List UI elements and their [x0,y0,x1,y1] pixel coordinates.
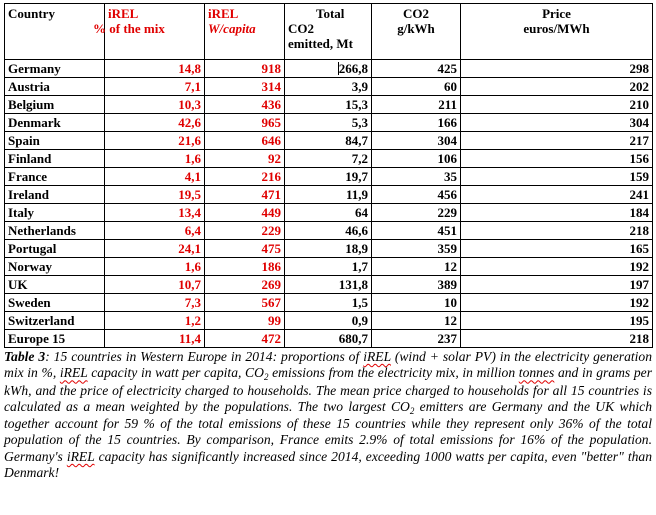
cell-irel-capita: 471 [205,186,285,204]
cell-total-co2: 7,2 [285,150,372,168]
table-row [5,294,653,312]
cell-irel-capita: 314 [205,78,285,96]
cell-irel-percent: 1,6 [105,150,205,168]
cell-total-co2: 15,3 [285,96,372,114]
cell-total-co2: 18,9 [285,240,372,258]
cell-co2-intensity: 359 [372,240,461,258]
cell-co2-intensity: 12 [372,258,461,276]
cell-country: Austria [5,78,105,96]
cell-country: Belgium [5,96,105,114]
table-caption: Table 3: 15 countries in Western Europe in 2014: proportions of iREL (wind + solar PV) in the electricity generation mix in %, iREL capacity in watt per capita, $CO_2$ emissions from the electricity mix, in million tonnes and in grams per kWh, and the price of electricity charged to households. The mean price charged to households for all 15 countries is calculated as a mean weighted by the populations. The two largest $CO_2$ emitters are Germany and the UK which together account for 59 % of the total emissions of these 15 countries while they represent only 36% of the total population of the 15 countries. By comparison, France emits 2.9% of total emissions for 16% of the population. Germany's iREL capacity has significantly increased since 2014, exceeding 1000 watts per capita, even "better" than Denmark! [4,349,653,481]
table-header-row [5,4,653,60]
cell-total-co2: 1,5 [285,294,372,312]
cell-price: 192 [461,258,653,276]
cell-irel-percent: 14,8 [105,60,205,78]
cell-price: 210 [461,96,653,114]
cell-country: France [5,168,105,186]
cell-price: 218 [461,222,653,240]
cell-total-co2: 64 [285,204,372,222]
cell-irel-percent: 6,4 [105,222,205,240]
header-irel-capita-sub: W/capita [208,21,256,36]
cell-country: Finland [5,150,105,168]
cell-irel-percent: 7,3 [105,294,205,312]
cell-total-co2: 5,3 [285,114,372,132]
cell-irel-capita: 567 [205,294,285,312]
cell-price: 159 [461,168,653,186]
cell-country: Portugal [5,240,105,258]
cell-price: 241 [461,186,653,204]
cell-country: Switzerland [5,312,105,330]
cell-price: 192 [461,294,653,312]
document [4,3,652,481]
cell-co2-intensity: 389 [372,276,461,294]
header-irel-percent-sub: % of the mix [93,21,165,36]
table-row [5,168,653,186]
cell-irel-percent: 4,1 [105,168,205,186]
header-irel-capita-title: iREL [208,6,239,21]
cell-total-co2: 0,9 [285,312,372,330]
header-price-line2: euros/MWh [523,21,590,36]
cell-irel-percent: 1,2 [105,312,205,330]
cell-co2-intensity: 10 [372,294,461,312]
cell-total-co2: 266,8 [285,60,372,78]
cell-co2-intensity: 229 [372,204,461,222]
table-row [5,60,653,78]
cell-irel-percent: 24,1 [105,240,205,258]
cell-co2-intensity: 60 [372,78,461,96]
cell-country: Ireland [5,186,105,204]
header-total-co2 [285,4,372,60]
cell-irel-capita: 186 [205,258,285,276]
cell-co2-intensity: 451 [372,222,461,240]
spellcheck-word: tonnes [518,365,555,381]
cell-price: 217 [461,132,653,150]
header-irel-capita [205,4,285,60]
cell-co2-intensity: 425 [372,60,461,78]
table-row [5,222,653,240]
cell-country: Germany [5,60,105,78]
cell-total-co2: 19,7 [285,168,372,186]
table-row [5,330,653,348]
cell-irel-percent: 10,3 [105,96,205,114]
table-row [5,258,653,276]
cell-country: UK [5,276,105,294]
header-co2-intensity-line2: g/kWh [397,21,435,36]
cell-irel-capita: 965 [205,114,285,132]
cell-price: 165 [461,240,653,258]
cell-irel-capita: 918 [205,60,285,78]
cell-irel-capita: 216 [205,168,285,186]
spellcheck-word: iREL [59,365,88,381]
cell-price: 197 [461,276,653,294]
cell-price: 218 [461,330,653,348]
cell-irel-percent: 21,6 [105,132,205,150]
header-total-co2-line1: Total [316,6,345,21]
cell-irel-percent: 42,6 [105,114,205,132]
table-row [5,204,653,222]
header-co2-intensity [372,4,461,60]
cell-total-co2: 46,6 [285,222,372,240]
cell-total-co2: 680,7 [285,330,372,348]
spellcheck-word: iREL [66,448,95,464]
cell-country: Europe 15 [5,330,105,348]
cell-irel-percent: 13,4 [105,204,205,222]
cell-price: 184 [461,204,653,222]
cell-co2-intensity: 106 [372,150,461,168]
cell-co2-intensity: 12 [372,312,461,330]
cell-price: 202 [461,78,653,96]
cell-irel-capita: 99 [205,312,285,330]
cell-price: 156 [461,150,653,168]
cell-country: Denmark [5,114,105,132]
cell-price: 298 [461,60,653,78]
cell-irel-percent: 10,7 [105,276,205,294]
cell-irel-capita: 475 [205,240,285,258]
data-table [4,3,653,348]
table-row [5,186,653,204]
cell-co2-intensity: 35 [372,168,461,186]
header-irel-percent-title: iREL [108,6,139,21]
cell-total-co2: 84,7 [285,132,372,150]
header-price [461,4,653,60]
cell-irel-capita: 646 [205,132,285,150]
table-row [5,276,653,294]
cell-total-co2: 1,7 [285,258,372,276]
cell-irel-percent: 1,6 [105,258,205,276]
table-row [5,78,653,96]
cell-irel-capita: 92 [205,150,285,168]
cell-country: Norway [5,258,105,276]
spellcheck-word: iREL [363,349,391,364]
table-row [5,150,653,168]
table-body [5,60,653,348]
cell-irel-capita: 269 [205,276,285,294]
header-country: Country [5,4,105,60]
cell-irel-percent: 7,1 [105,78,205,96]
cell-price: 195 [461,312,653,330]
cell-price: 304 [461,114,653,132]
caption-label: Table 3 [4,349,46,364]
table-row [5,96,653,114]
cell-co2-intensity: 304 [372,132,461,150]
table-row [5,312,653,330]
cell-country: Spain [5,132,105,150]
header-total-co2-line2: CO2 [288,21,314,36]
cell-irel-capita: 472 [205,330,285,348]
cell-co2-intensity: 166 [372,114,461,132]
cell-irel-percent: 11,4 [105,330,205,348]
cell-irel-capita: 229 [205,222,285,240]
cell-country: Italy [5,204,105,222]
cell-country: Sweden [5,294,105,312]
table-row [5,114,653,132]
header-total-co2-line3: emitted, Mt [288,36,353,51]
cell-co2-intensity: 237 [372,330,461,348]
header-price-line1: Price [542,6,571,21]
cell-irel-percent: 19,5 [105,186,205,204]
cell-co2-intensity: 211 [372,96,461,114]
table-row [5,132,653,150]
cell-total-co2: 3,9 [285,78,372,96]
header-co2-intensity-line1: CO2 [403,6,429,21]
cell-irel-capita: 436 [205,96,285,114]
cell-total-co2: 11,9 [285,186,372,204]
table-row [5,240,653,258]
cell-country: Netherlands [5,222,105,240]
header-irel-percent [93,4,205,60]
cell-irel-capita: 449 [205,204,285,222]
cell-co2-intensity: 456 [372,186,461,204]
cell-total-co2: 131,8 [285,276,372,294]
